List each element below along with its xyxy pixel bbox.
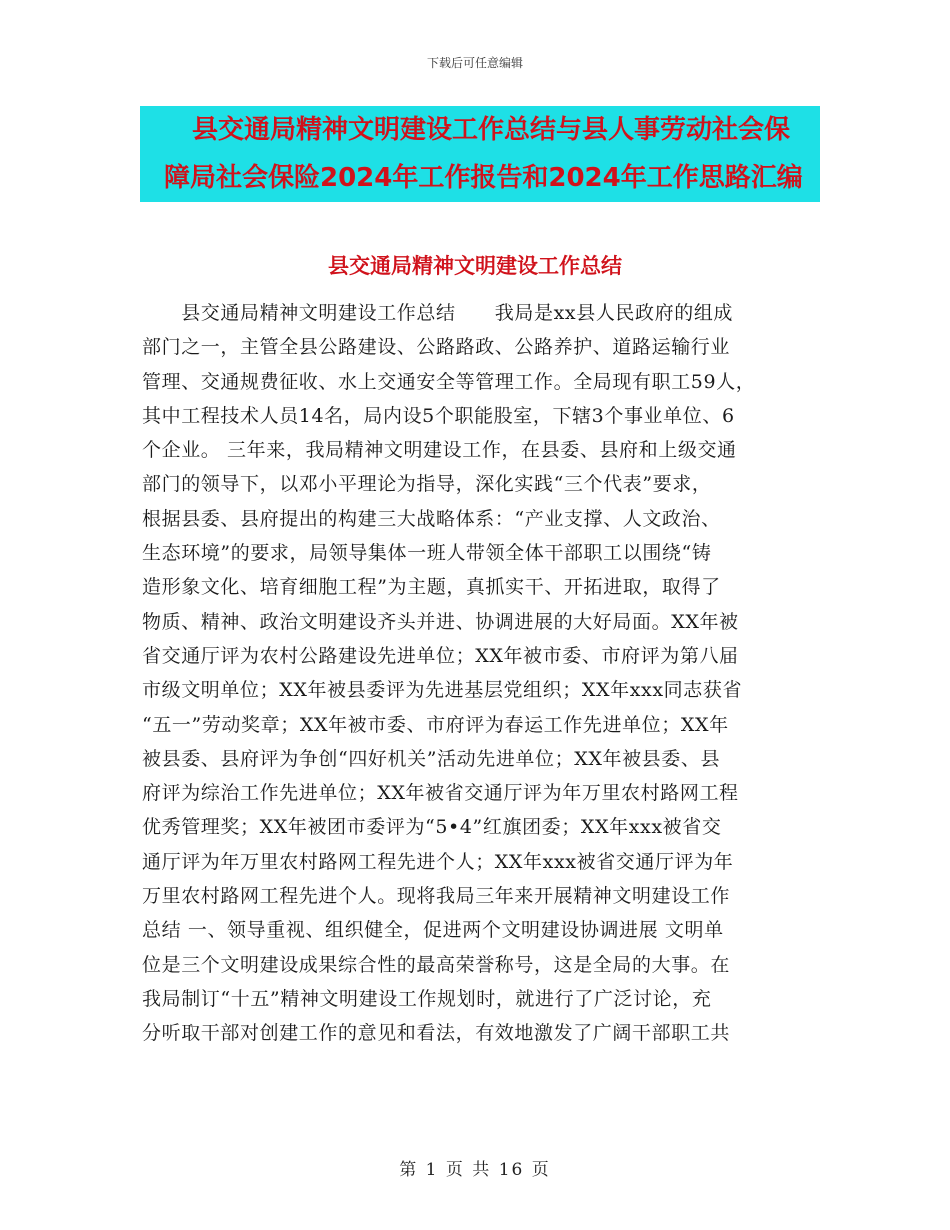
body-line: 省交通厅评为农村公路建设先进单位；XX年被市委、市府评为第八届 [142,644,739,667]
body-line: 万里农村路网工程先进个人。现将我局三年来开展精神文明建设工作 [142,885,731,908]
body-line: 市级文明单位；XX年被县委评为先进基层党组织；XX年xxx同志获省 [142,679,743,702]
header-note: 下载后可任意编辑 [426,56,523,70]
body-line: 府评为综治工作先进单位；XX年被省交通厅评为年万里农村路网工程 [142,782,739,805]
body-line: 位是三个文明建设成果综合性的最高荣誉称号，这是全局的大事。在 [142,953,731,976]
section-title: 县交通局精神文明建设工作总结 [328,254,622,278]
body-line: 被县委、县府评为争创“四好机关”活动先进单位；XX年被县委、县 [142,747,721,770]
page-footer: 第 1 页 共 16 页 [399,1160,551,1180]
body-line: 优秀管理奖；XX年被团市委评为“5•4”红旗团委；XX年xxx被省交 [142,816,722,839]
body-line: “五一”劳动奖章；XX年被市委、市府评为春运工作先进单位；XX年 [142,713,729,736]
body-line: 管理、交通规费征收、水上交通安全等管理工作。全局现有职工59人， [142,370,756,393]
body-line: 物质、精神、政治文明建设齐头并进、协调进展的大好局面。XX年被 [142,610,739,633]
body-line: 个企业。 三年来，我局精神文明建设工作，在县委、县府和上级交通 [142,439,737,462]
body-line: 总结 一、领导重视、组织健全，促进两个文明建设协调进展 文明单 [142,919,724,942]
body-line: 造形象文化、培育细胞工程”为主题，真抓实干、开拓进取，取得了 [142,576,721,599]
body-line: 部门的领导下，以邓小平理论为指导，深化实践“三个代表”要求， [142,473,712,496]
body-line: 生态环境”的要求，局领导集体一班人带领全体干部职工以围绕“铸 [142,542,712,565]
document-title [140,106,820,202]
body-line: 部门之一，主管全县公路建设、公路路政、公路养护、道路运输行业 [142,336,731,359]
title-line-2-text: 障局社会保险2024年工作报告和2024年工作思路汇编 [164,163,803,193]
document-title-line-1 [140,106,820,154]
body-line: 其中工程技术人员14名，局内设5个职能股室，下辖3个事业单位、6 [142,404,735,427]
body-line: 分听取干部对创建工作的意见和看法，有效地激发了广阔干部职工共 [142,1022,731,1045]
body-line: 通厅评为年万里农村路网工程先进个人；XX年xxx被省交通厅评为年 [142,850,734,873]
body-line: 我局制订“十五”精神文明建设工作规划时，就进行了广泛讨论，充 [142,987,712,1010]
document-title-line-2 [140,154,820,202]
title-line-1-text: 县交通局精神文明建设工作总结与县人事劳动社会保 [192,115,791,145]
body-line: 县交通局精神文明建设工作总结 我局是xx县人民政府的组成 [142,302,734,324]
body-paragraph [142,296,812,1051]
body-line: 根据县委、县府提出的构建三大战略体系：“产业支撑、人文政治、 [142,507,721,530]
